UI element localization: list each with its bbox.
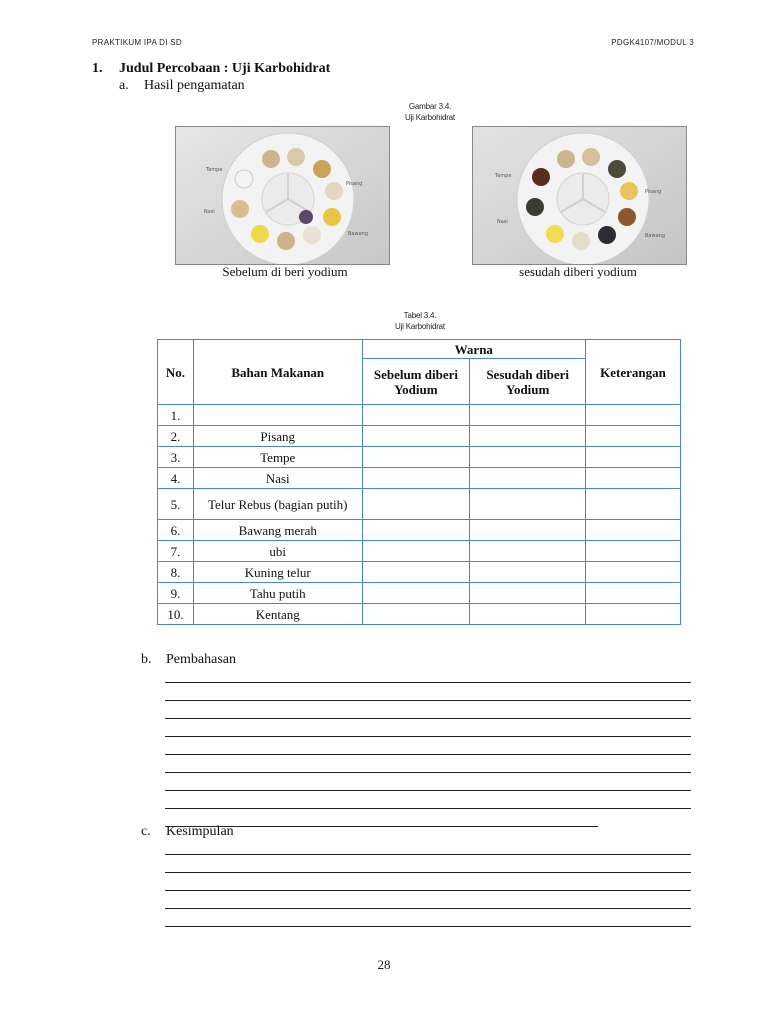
cell-sebelum	[362, 426, 470, 447]
answer-line	[165, 837, 691, 855]
cell-bahan-makanan: Kuning telur	[193, 562, 362, 583]
table-row	[158, 541, 681, 562]
table-caption-title: Uji Karbohidrat	[395, 322, 445, 331]
cell-keterangan	[586, 583, 681, 604]
section-title	[92, 61, 330, 77]
table-row	[158, 604, 681, 625]
section-title-text: Judul Percobaan : Uji Karbohidrat	[119, 61, 331, 76]
answer-line	[165, 791, 691, 809]
table-row	[158, 447, 681, 468]
cell-sesudah	[470, 541, 586, 562]
section-number: 1.	[92, 61, 103, 76]
svg-text:Bawang: Bawang	[645, 233, 665, 239]
cell-sebelum	[362, 405, 470, 426]
header-keterangan: Keterangan	[586, 340, 681, 405]
svg-text:Bawang: Bawang	[348, 231, 368, 237]
figure-caption-title: Uji Karbohidrat	[405, 113, 455, 122]
running-header-right: PDGK4107/MODUL 3	[611, 38, 694, 47]
cell-sebelum	[362, 604, 470, 625]
cell-no: 4.	[158, 468, 194, 489]
subsection-b-text: Pembahasan	[166, 652, 236, 667]
cell-no: 9.	[158, 583, 194, 604]
cell-no: 3.	[158, 447, 194, 468]
cell-bahan-makanan: Telur Rebus (bagian putih)	[193, 489, 362, 520]
cell-sesudah	[470, 604, 586, 625]
cell-bahan-makanan: Bawang merah	[193, 520, 362, 541]
subsection-a-text: Hasil pengamatan	[144, 78, 245, 93]
header-no: No.	[158, 340, 194, 405]
pembahasan-answer-lines	[165, 665, 691, 827]
cell-no: 10.	[158, 604, 194, 625]
cell-sebelum	[362, 583, 470, 604]
figure-caption	[330, 101, 530, 123]
kesimpulan-answer-lines	[165, 837, 691, 927]
photo-before-iodine	[175, 126, 390, 265]
cell-keterangan	[586, 468, 681, 489]
photo-after-iodine	[472, 126, 687, 265]
table-row	[158, 562, 681, 583]
table-caption	[320, 310, 520, 332]
cell-keterangan	[586, 405, 681, 426]
svg-text:Pisang: Pisang	[645, 189, 662, 195]
svg-text:Pisang: Pisang	[346, 181, 363, 187]
header-bahan-makanan: Bahan Makanan	[193, 340, 362, 405]
cell-sebelum	[362, 562, 470, 583]
cell-keterangan	[586, 426, 681, 447]
answer-line	[165, 873, 691, 891]
cell-no: 7.	[158, 541, 194, 562]
cell-sebelum	[362, 489, 470, 520]
cell-keterangan	[586, 541, 681, 562]
answer-line	[165, 891, 691, 909]
answer-line	[165, 755, 691, 773]
cell-bahan-makanan: ubi	[193, 541, 362, 562]
svg-text:Tempe: Tempe	[206, 167, 223, 173]
cell-keterangan	[586, 520, 681, 541]
cell-no: 5.	[158, 489, 194, 520]
cell-sesudah	[470, 426, 586, 447]
cell-sesudah	[470, 405, 586, 426]
cell-bahan-makanan: Nasi	[193, 468, 362, 489]
cell-sesudah	[470, 489, 586, 520]
cell-no: 2.	[158, 426, 194, 447]
cell-sesudah	[470, 520, 586, 541]
spot-plate-before-image	[176, 127, 390, 265]
cell-bahan-makanan: Kentang	[193, 604, 362, 625]
figure-caption-number: Gambar 3.4.	[408, 102, 452, 111]
photo-after-caption: sesudah diberi yodium	[519, 264, 637, 279]
cell-no: 8.	[158, 562, 194, 583]
svg-text:Tempe: Tempe	[495, 173, 512, 179]
svg-text:Nasi: Nasi	[204, 209, 215, 215]
page-number: 28	[377, 957, 391, 972]
cell-no: 6.	[158, 520, 194, 541]
table-row	[158, 405, 681, 426]
observation-table	[157, 339, 681, 625]
answer-line	[165, 773, 691, 791]
cell-sebelum	[362, 468, 470, 489]
answer-line	[165, 855, 691, 873]
cell-bahan-makanan	[193, 405, 362, 426]
cell-keterangan	[586, 604, 681, 625]
cell-keterangan	[586, 489, 681, 520]
subsection-c-label: c.	[141, 824, 151, 839]
cell-sebelum	[362, 520, 470, 541]
cell-bahan-makanan: Pisang	[193, 426, 362, 447]
answer-line	[165, 701, 691, 719]
table-row	[158, 468, 681, 489]
cell-sesudah	[470, 583, 586, 604]
spot-plate-after-image	[473, 127, 687, 265]
header-warna: Warna	[362, 340, 586, 359]
answer-line	[165, 737, 691, 755]
table-row	[158, 426, 681, 447]
answer-line	[165, 665, 691, 683]
subsection-a-label: a.	[119, 78, 129, 93]
table-row	[158, 520, 681, 541]
table-row	[158, 489, 681, 520]
svg-text:Nasi: Nasi	[497, 219, 508, 225]
header-sesudah: Sesudah diberi Yodium	[470, 359, 586, 405]
subsection-c-text: Kesimpulan	[166, 824, 234, 839]
cell-sesudah	[470, 447, 586, 468]
cell-bahan-makanan: Tempe	[193, 447, 362, 468]
cell-keterangan	[586, 562, 681, 583]
subsection-a	[119, 78, 245, 94]
cell-keterangan	[586, 447, 681, 468]
table-caption-number: Tabel 3.4.	[403, 311, 437, 320]
table-row	[158, 583, 681, 604]
cell-sesudah	[470, 562, 586, 583]
running-header-left: PRAKTIKUM IPA DI SD	[92, 38, 183, 47]
cell-sebelum	[362, 541, 470, 562]
photo-before-caption: Sebelum di beri yodium	[222, 264, 348, 279]
table-body	[158, 405, 681, 625]
cell-no: 1.	[158, 405, 194, 426]
header-sebelum: Sebelum diberi Yodium	[362, 359, 470, 405]
cell-sesudah	[470, 468, 586, 489]
answer-line	[165, 683, 691, 701]
answer-line	[165, 909, 691, 927]
cell-sebelum	[362, 447, 470, 468]
cell-bahan-makanan: Tahu putih	[193, 583, 362, 604]
answer-line	[165, 719, 691, 737]
subsection-b-label: b.	[141, 652, 152, 667]
